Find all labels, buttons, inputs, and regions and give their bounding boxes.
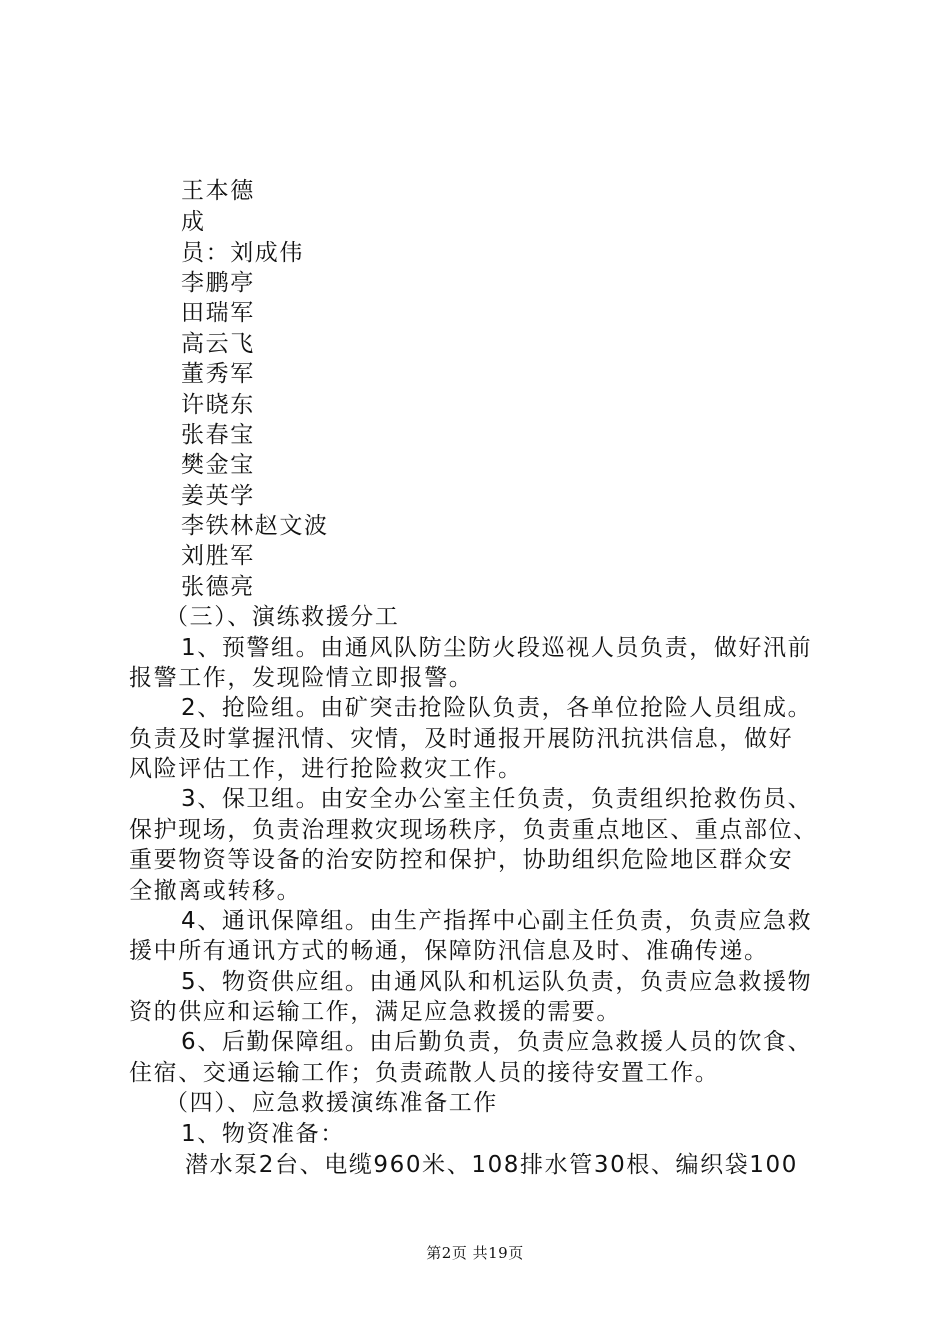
- paragraph-line: 全撤离或转移。: [129, 878, 302, 904]
- paragraph-line: 重要物资等设备的治安防控和保护，协助组织危险地区群众安: [129, 847, 794, 873]
- member-name: 姜英学: [181, 483, 255, 509]
- member-name: 田瑞军: [181, 300, 255, 326]
- paragraph-line: 援中所有通讯方式的畅通，保障防汛信息及时、准确传递。: [129, 938, 769, 964]
- member-name: 樊金宝: [181, 452, 255, 478]
- paragraph-line: 1、预警组。由通风队防尘防火段巡视人员负责，做好汛前: [181, 635, 813, 661]
- paragraph-line: 4、通讯保障组。由生产指挥中心副主任负责，负责应急救: [181, 908, 813, 934]
- paragraph-line: 3、保卫组。由安全办公室主任负责，负责组织抢救伤员、: [181, 786, 813, 812]
- member-name: 李铁林赵文波: [181, 513, 329, 539]
- subsection-heading: 1、物资准备：: [181, 1121, 345, 1147]
- member-name: 张春宝: [181, 422, 255, 448]
- page-number-footer: 第2页 共19页: [426, 1244, 524, 1262]
- member-label-part: 成: [181, 209, 206, 235]
- member-name: 李鹏亭: [181, 270, 255, 296]
- member-name: 高云飞: [181, 331, 255, 357]
- member-name: 许晓东: [181, 392, 255, 418]
- member-name: 董秀军: [181, 361, 255, 387]
- paragraph-line: 保护现场，负责治理救灾现场秩序，负责重点地区、重点部位、: [129, 817, 818, 843]
- member-name: 员：刘成伟: [181, 240, 304, 266]
- paragraph-line: 潜水泵2台、电缆960米、108排水管30根、编织袋100: [185, 1152, 798, 1178]
- paragraph-line: 6、后勤保障组。由后勤负责，负责应急救援人员的饮食、: [181, 1029, 813, 1055]
- paragraph-line: 报警工作，发现险情立即报警。: [129, 665, 474, 691]
- paragraph-line: 资的供应和运输工作，满足应急救援的需要。: [129, 999, 621, 1025]
- paragraph-line: 住宿、交通运输工作；负责疏散人员的接待安置工作。: [129, 1060, 720, 1086]
- paragraph-line: 2、抢险组。由矿突击抢险队负责，各单位抢险人员组成。: [181, 695, 813, 721]
- member-name: 张德亮: [181, 574, 255, 600]
- member-name: 刘胜军: [181, 543, 255, 569]
- paragraph-line: 5、物资供应组。由通风队和机运队负责，负责应急救援物: [181, 969, 813, 995]
- section-heading: （三）、演练救援分工: [165, 604, 400, 630]
- paragraph-line: 风险评估工作，进行抢险救灾工作。: [129, 756, 523, 782]
- member-name: 王本德: [181, 178, 255, 204]
- section-heading: （四）、应急救援演练准备工作: [165, 1090, 498, 1116]
- paragraph-line: 负责及时掌握汛情、灾情，及时通报开展防汛抗洪信息，做好: [129, 726, 794, 752]
